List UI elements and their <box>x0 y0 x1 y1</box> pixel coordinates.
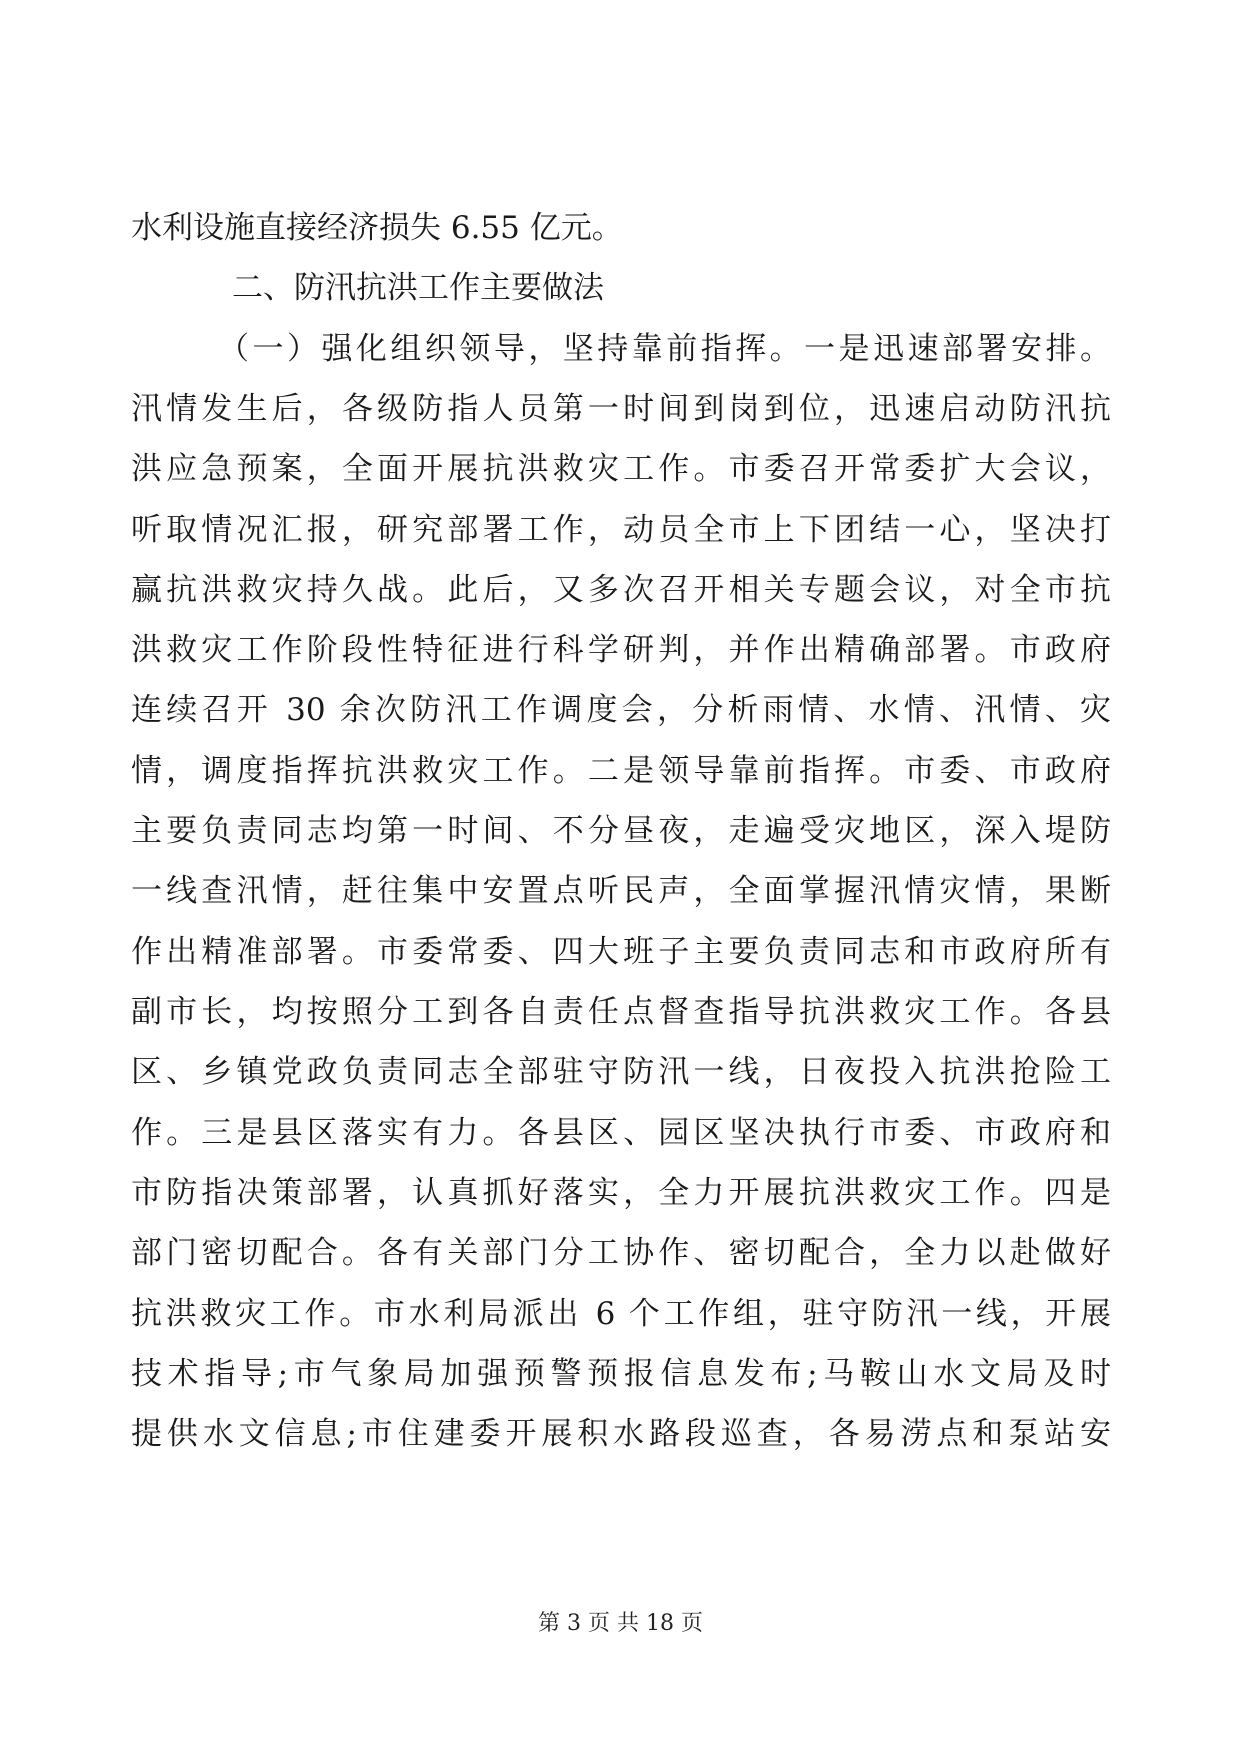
text-line-10: 情，调度指挥抗洪救灾工作。二是领导靠前指挥。市委、市政府 <box>131 753 1111 789</box>
text-line-15: 区、乡镇党政负责同志全部驻守防汛一线，日夜投入抗洪抢险工 <box>131 1054 1111 1090</box>
text-line-8: 洪救灾工作阶段性特征进行科学研判，并作出精确部署。市政府 <box>131 632 1111 668</box>
text-line-18: 部门密切配合。各有关部门分工协作、密切配合，全力以赴做好 <box>131 1235 1111 1271</box>
text-line-19: 抗洪救灾工作。市水利局派出 6 个工作组，驻守防汛一线，开展 <box>131 1296 1111 1332</box>
text-line-12: 一线查汛情，赶往集中安置点听民声，全面掌握汛情灾情，果断 <box>131 873 1111 909</box>
text-line-16: 作。三是县区落实有力。各县区、园区坚决执行市委、市政府和 <box>131 1115 1111 1151</box>
text-line-17: 市防指决策部署，认真抓好落实，全力开展抗洪救灾工作。四是 <box>131 1175 1111 1211</box>
page-number-footer: 第 3 页 共 18 页 <box>538 1611 703 1636</box>
text-line-11: 主要负责同志均第一时间、不分昼夜，走遍受灾地区，深入堤防 <box>131 813 1111 849</box>
text-line-6: 听取情况汇报，研究部署工作，动员全市上下团结一心，坚决打 <box>131 512 1111 548</box>
text-line-4: 汛情发生后，各级防指人员第一时间到岗到位，迅速启动防汛抗 <box>131 391 1111 427</box>
text-line-21: 提供水文信息;市住建委开展积水路段巡查，各易涝点和泵站安 <box>131 1416 1111 1452</box>
section-heading: 二、防汛抗洪工作主要做法 <box>232 270 604 306</box>
text-line-13: 作出精准部署。市委常委、四大班子主要负责同志和市政府所有 <box>131 934 1111 970</box>
text-line-9: 连续召开 30 余次防汛工作调度会，分析雨情、水情、汛情、灾 <box>131 692 1111 728</box>
text-line-7: 赢抗洪救灾持久战。此后，又多次召开相关专题会议，对全市抗 <box>131 572 1111 608</box>
subsection-heading-line: （一）强化组织领导，坚持靠前指挥。一是迅速部署安排。 <box>218 331 1111 367</box>
text-line-5: 洪应急预案，全面开展抗洪救灾工作。市委召开常委扩大会议， <box>131 451 1111 487</box>
text-line-20: 技术指导;市气象局加强预警预报信息发布;马鞍山水文局及时 <box>131 1356 1111 1392</box>
text-line-1: 水利设施直接经济损失 6.55 亿元。 <box>131 210 623 246</box>
text-line-14: 副市长，均按照分工到各自责任点督查指导抗洪救灾工作。各县 <box>131 994 1111 1030</box>
